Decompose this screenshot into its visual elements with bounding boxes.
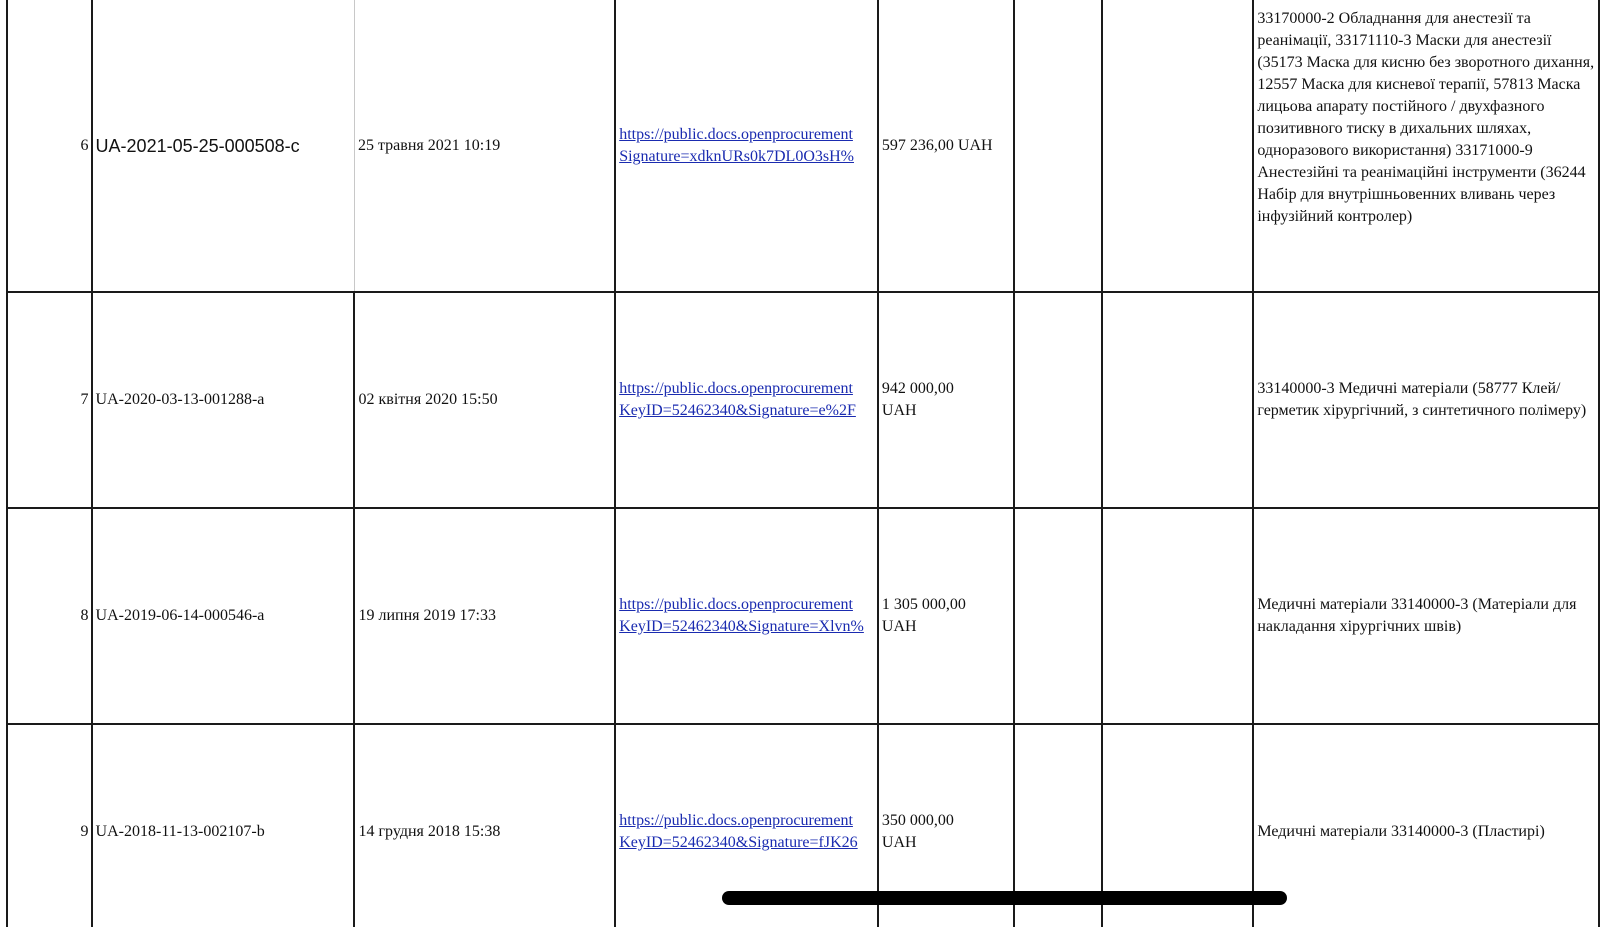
tender-id[interactable]: UA-2021-05-25-000508-c <box>92 0 355 292</box>
row-number: 9 <box>7 724 92 927</box>
empty-cell <box>1014 292 1102 508</box>
home-indicator-bar[interactable] <box>722 891 1287 905</box>
row-number: 7 <box>7 292 92 508</box>
amount-currency: UAH <box>881 834 917 851</box>
empty-cell <box>1102 292 1253 508</box>
document-link-continuation[interactable]: KeyID=52462340&Signature=e%2F <box>619 402 856 419</box>
tender-id[interactable]: UA-2020-03-13-001288-a <box>92 292 355 508</box>
tender-amount <box>878 292 1014 508</box>
item-description: Медичні матеріали 33140000-3 (Матеріали для накладання хірургічних швів) <box>1253 508 1599 724</box>
amount-value: 350 000,00 <box>881 812 954 829</box>
document-link-cell <box>615 508 878 724</box>
document-link[interactable]: https://public.docs.openprocurement <box>619 812 853 829</box>
amount-value: 597 236,00 UAH <box>881 136 993 154</box>
table-row <box>7 292 1599 508</box>
tender-date: 02 квітня 2020 15:50 <box>354 292 615 508</box>
empty-cell <box>1014 508 1102 724</box>
tender-date: 19 липня 2019 17:33 <box>354 508 615 724</box>
document-link-cell <box>615 292 878 508</box>
empty-cell <box>1014 0 1102 292</box>
table-row <box>7 0 1599 292</box>
document-link-continuation[interactable]: KeyID=52462340&Signature=fJK26 <box>619 834 858 851</box>
document-link[interactable]: https://public.docs.openprocurement <box>619 596 853 613</box>
document-link-continuation[interactable]: KeyID=52462340&Signature=Xlvn% <box>619 618 864 635</box>
table-row <box>7 508 1599 724</box>
tender-amount <box>878 508 1014 724</box>
tender-date: 25 травня 2021 10:19 <box>354 0 615 292</box>
item-description: 33140000-3 Медичні матеріали (58777 Клей/ герметик хірургічний, з синтетичного полімеру) <box>1253 292 1599 508</box>
item-description: 33170000-2 Обладнання для анестезії та реанімації, 33171110-3 Маски для анестезії (35173 Маска для кисню без зворотного дихання, 12557 Маска для кисневої терапії, 57813 Маска лицьова апарату постійного / двухфазного позитивного тиску в дихальних шляхах, одноразового використання) 33171000-9 Анестезійні та реанімаційні інструменти (36244 Набір для внутрішньовенних вливань через інфузійний контролер) <box>1253 0 1599 292</box>
empty-cell <box>1102 0 1253 292</box>
amount-value: 1 305 000,00 <box>881 596 966 613</box>
document-link[interactable]: https://public.docs.openprocurement <box>619 380 853 397</box>
document-link-continuation[interactable]: Signature=xdknURs0k7DL0O3sH% <box>619 147 854 165</box>
amount-currency: UAH <box>881 402 917 419</box>
row-number: 6 <box>7 0 92 292</box>
amount-currency: UAH <box>881 618 917 635</box>
tender-id[interactable]: UA-2018-11-13-002107-b <box>92 724 355 927</box>
tender-amount <box>878 0 1014 292</box>
item-description: Медичні матеріали 33140000-3 (Пластирі) <box>1253 724 1599 927</box>
tender-id[interactable]: UA-2019-06-14-000546-a <box>92 508 355 724</box>
row-number: 8 <box>7 508 92 724</box>
tender-date: 14 грудня 2018 15:38 <box>354 724 615 927</box>
procurement-table <box>6 0 1600 927</box>
empty-cell <box>1102 508 1253 724</box>
amount-value: 942 000,00 <box>881 380 954 397</box>
document-link[interactable]: https://public.docs.openprocurement <box>619 125 853 143</box>
document-link-cell <box>615 0 878 292</box>
